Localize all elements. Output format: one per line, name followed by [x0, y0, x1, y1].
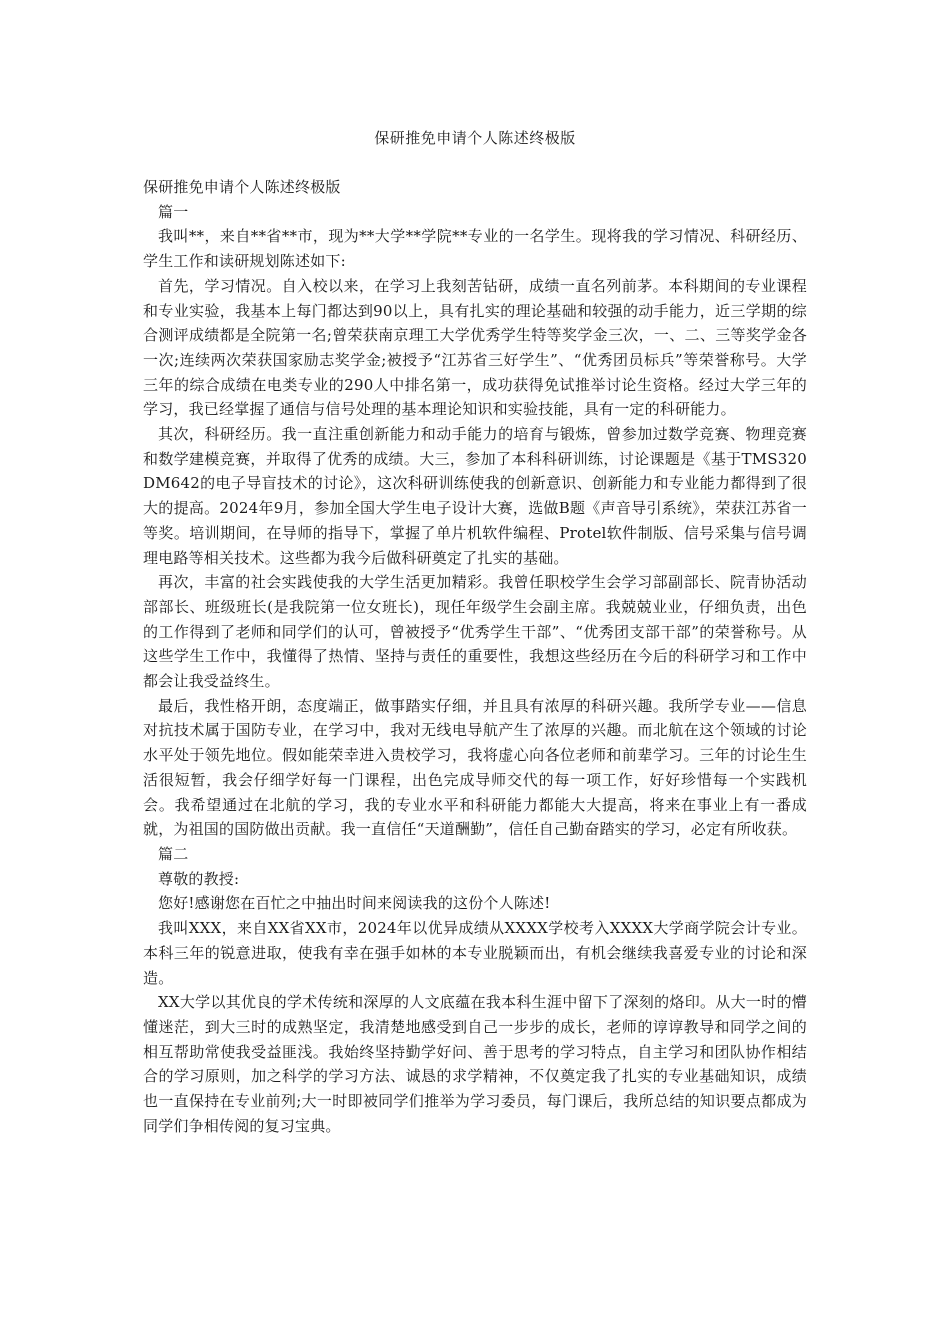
document-body	[143, 175, 807, 1138]
document-subtitle: 保研推免申请个人陈述终极版	[143, 178, 341, 196]
page-title: 保研推免申请个人陈述终极版	[374, 129, 576, 147]
paragraph: 再次，丰富的社会实践使我的大学生活更加精彩。我曾任职校学生会学习部副部长、院青协活动部部长、班级班长(是我院第一位女班长)，现任年级学生会副主席。我兢兢业业，仔细负责，出色的工作得到了老师和同学们的认可，曾被授予“优秀学生干部”、“优秀团支部干部”的荣誉称号。从这些学生工作中，我懂得了热情、坚持与责任的重要性，我想这些经历在今后的科研学习和工作中都会让我受益终生。	[143, 573, 807, 691]
paragraph: 您好!感谢您在百忙之中抽出时间来阅读我的这份个人陈述!	[158, 894, 551, 913]
paragraph: 我叫**，来自**省**市，现为**大学**学院**专业的一名学生。现将我的学习情况、科研经历、学生工作和读研规划陈述如下:	[143, 227, 807, 271]
paragraph: 首先，学习情况。自入校以来，在学习上我刻苦钻研，成绩一直名列前茅。本科期间的专业课程和专业实验，我基本上每门都达到90以上，具有扎实的理论基础和较强的动手能力，近三学期的综合测评成绩都是全院第一名;曾荣获南京理工大学优秀学生特等奖学金三次，一、二、三等奖学金各一次;连续两次荣获国家励志奖学金;被授予“江苏省三好学生”、“优秀团员标兵”等荣誉称号。大学三年的综合成绩在电类专业的290人中排名第一，成功获得免试推举讨论生资格。经过大学三年的学习，我已经掌握了通信与信号处理的基本理论知识和实验技能，具有一定的科研能力。	[143, 276, 807, 419]
section-heading: 篇二	[158, 844, 189, 863]
paragraph: XX大学以其优良的学术传统和深厚的人文底蕴在我本科生涯中留下了深刻的烙印。从大一时的懵懂迷茫，到大三时的成熟坚定，我清楚地感受到自己一步步的成长，老师的谆谆教导和同学之间的相互帮助常使我受益匪浅。我始终坚持勤学好问、善于思考的学习特点，自主学习和团队协作相结合的学习原则，加之科学的学习方法、诚恳的求学精神，不仅奠定我了扎实的专业基础知识，成绩也一直保持在专业前列;大一时即被同学们推举为学习委员，每门课后，我所总结的知识要点都成为同学们争相传阅的复习宝典。	[143, 993, 807, 1135]
paragraph: 最后，我性格开朗，态度端正，做事踏实仔细，并且具有浓厚的科研兴趣。我所学专业——信息对抗技术属于国防专业，在学习中，我对无线电导航产生了浓厚的兴趣。而北航在这个领域的讨论水平处于领先地位。假如能荣幸进入贵校学习，我将虚心向各位老师和前辈学习。三年的讨论生生活很短暂，我会仔细学好每一门课程，出色完成导师交代的每一项工作，好好珍惜每一个实践机会。我希望通过在北航的学习，我的专业水平和科研能力都能大大提高，将来在事业上有一番成就，为祖国的国防做出贡献。我一直信任“天道酬勤”，信任自己勤奋踏实的学习，必定有所收获。	[143, 696, 807, 839]
paragraph: 我叫XXX，来自XX省XX市，2024年以优异成绩从XXXX学校考入XXXX大学商学院会计专业。本科三年的锐意进取，使我有幸在强手如林的本专业脱颖而出，有机会继续我喜爱专业的讨论和深造。	[143, 919, 807, 987]
paragraph: 尊敬的教授:	[158, 869, 240, 888]
section-heading: 篇一	[158, 202, 189, 221]
paragraph: 其次，科研经历。我一直注重创新能力和动手能力的培育与锻炼，曾参加过数学竞赛、物理竞赛和数学建模竞赛，并取得了优秀的成绩。大三，参加了本科科研训练，讨论课题是《基于TMS320DM642的电子导盲技术的讨论》，这次科研训练使我的创新意识、创新能力和专业能力都得到了很大的提高。2024年9月，参加全国大学生电子设计大赛，选做B题《声音导引系统》，荣获江苏省一等奖。培训期间，在导师的指导下，掌握了单片机软件编程、Protel软件制版、信号采集与信号调理电路等相关技术。这些都为我今后做科研奠定了扎实的基础。	[143, 425, 807, 567]
